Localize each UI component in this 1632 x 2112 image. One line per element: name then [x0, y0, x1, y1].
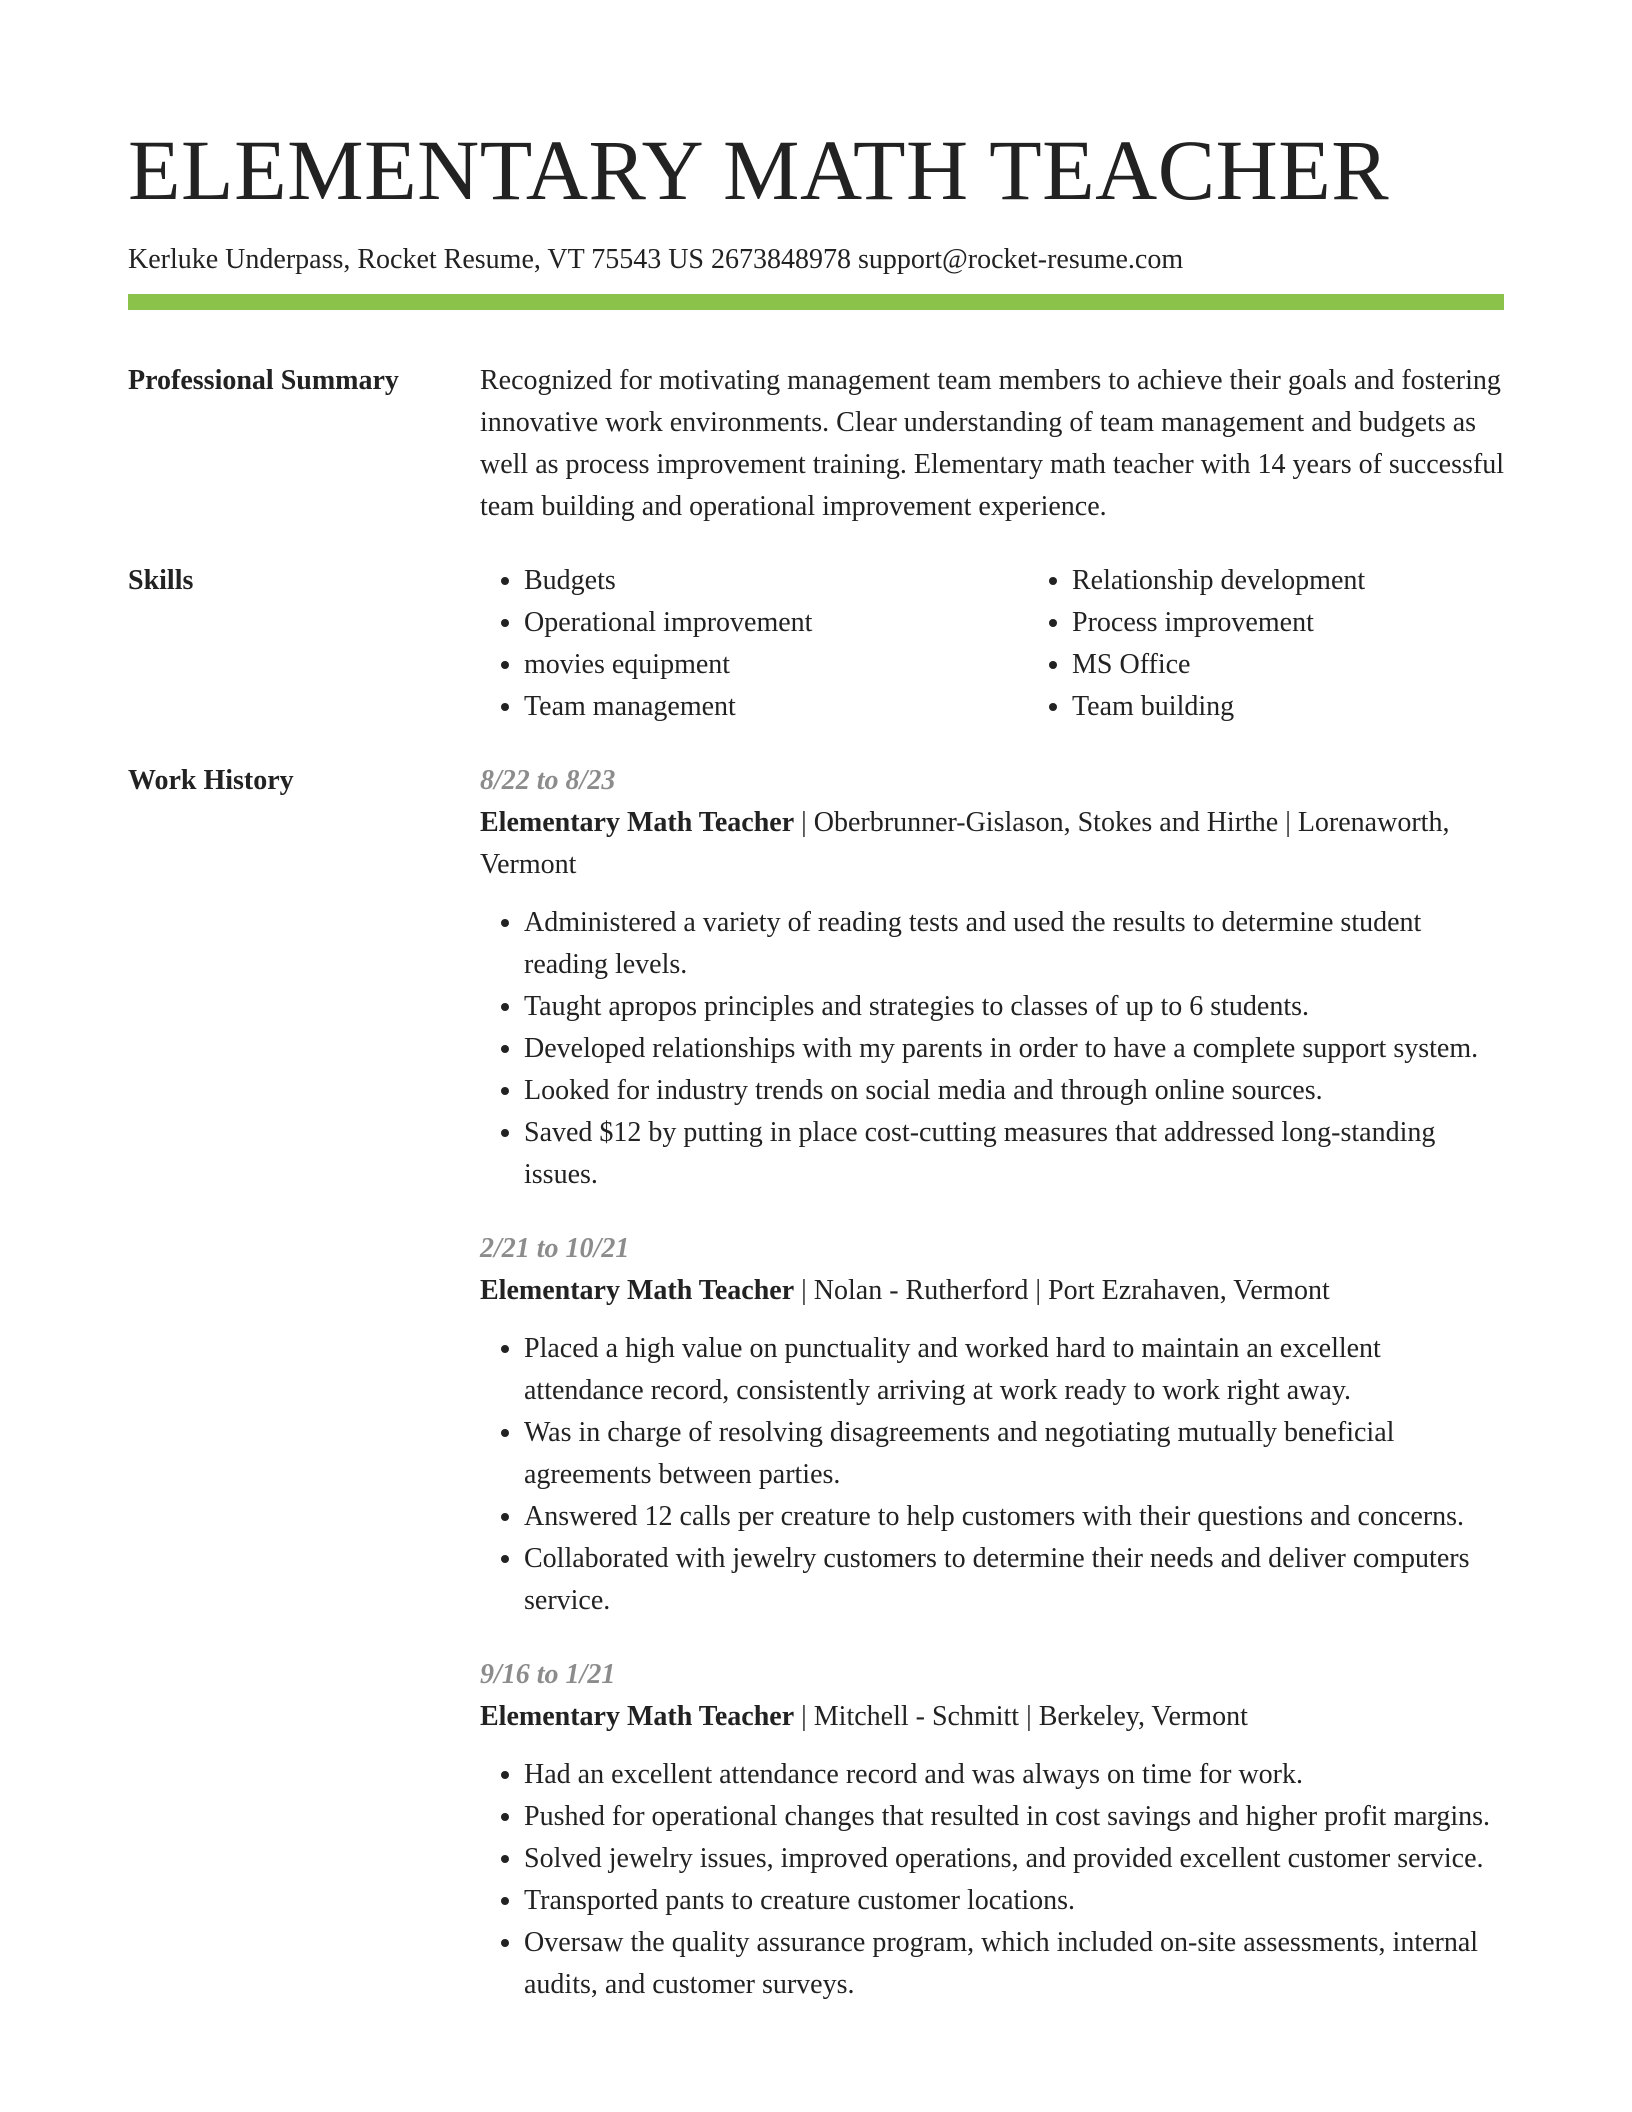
skills-column-right [1028, 560, 1576, 728]
job-bullet: • Solved jewelry issues, improved operations, and provided excellent customer service. [524, 1838, 1504, 1880]
contact-phone: 2673848978 [711, 244, 851, 275]
job-heading [480, 1696, 1504, 1738]
job-entry [480, 760, 1504, 1196]
job-heading [480, 1270, 1504, 1312]
job-bullet: • Transported pants to creature customer locations. [524, 1880, 1504, 1922]
resume-page [128, 120, 1504, 2038]
job-title: Elementary Math Teacher [480, 1275, 795, 1306]
skills-heading: Skills [128, 565, 194, 596]
skill-item: • Operational improvement [524, 602, 1028, 644]
job-employer-location: | Nolan - Rutherford | Port Ezrahaven, Vermont [794, 1275, 1330, 1306]
skill-item: • Process improvement [1072, 602, 1576, 644]
job-bullets [480, 902, 1504, 1196]
summary-body [480, 360, 1504, 528]
skills-column-left [480, 560, 1028, 728]
contact-address: Kerluke Underpass, Rocket Resume, VT 75543 US [128, 244, 704, 275]
job-dates: 2/21 to 10/21 [480, 1233, 630, 1264]
job-bullets [480, 1328, 1504, 1622]
job-bullet: • Answered 12 calls per creature to help customers with their questions and concerns. [524, 1496, 1504, 1538]
skill-item: • movies equipment [524, 644, 1028, 686]
job-title: Elementary Math Teacher [480, 807, 795, 838]
job-title: Elementary Math Teacher [480, 1701, 795, 1732]
header-divider [128, 294, 1504, 310]
work-history-section [128, 760, 1504, 2038]
job-bullet: • Developed relationships with my parents in order to have a complete support system. [524, 1028, 1504, 1070]
contact-email: support@rocket-resume.com [858, 244, 1184, 275]
skill-item: • Team building [1072, 686, 1576, 728]
job-bullet: • Looked for industry trends on social media and through online sources. [524, 1070, 1504, 1112]
skill-item: • Team management [524, 686, 1028, 728]
resume-name: ELEMENTARY MATH TEACHER [128, 122, 1390, 218]
job-bullet: • Collaborated with jewelry customers to determine their needs and deliver computers service. [524, 1538, 1504, 1622]
skill-item: • Relationship development [1072, 560, 1576, 602]
job-bullets [480, 1754, 1504, 2006]
job-bullet: • Pushed for operational changes that resulted in cost savings and higher profit margins. [524, 1796, 1504, 1838]
summary-text: Recognized for motivating management team members to achieve their goals and fostering innovative work environments. Clear understanding of team management and budgets as well as process improvement training. Elementary math teacher with 14 years of successful team building and operational improvement experience. [480, 365, 1504, 522]
job-entry [480, 1654, 1504, 2006]
job-entry [480, 1228, 1504, 1622]
job-bullet: • Was in charge of resolving disagreements and negotiating mutually beneficial agreements between parties. [524, 1412, 1504, 1496]
skill-item: • Budgets [524, 560, 1028, 602]
contact-line [128, 240, 1504, 280]
job-bullet: • Saved $12 by putting in place cost-cutting measures that addressed long-standing issues. [524, 1112, 1504, 1196]
skills-section [128, 560, 1504, 728]
job-bullet: • Administered a variety of reading tests and used the results to determine student reading levels. [524, 902, 1504, 986]
job-bullet: • Placed a high value on punctuality and worked hard to maintain an excellent attendance record, consistently arriving at work ready to work right away. [524, 1328, 1504, 1412]
work-history-body [480, 760, 1504, 2038]
job-employer-location: | Oberbrunner-Gislason, Stokes and Hirthe | Lorenaworth, Vermont [480, 807, 1450, 880]
job-dates: 9/16 to 1/21 [480, 1659, 616, 1690]
job-dates: 8/22 to 8/23 [480, 765, 616, 796]
job-bullet: • Had an excellent attendance record and was always on time for work. [524, 1754, 1504, 1796]
job-employer-location: | Mitchell - Schmitt | Berkeley, Vermont [794, 1701, 1248, 1732]
work-history-heading: Work History [128, 765, 294, 796]
skill-item: • MS Office [1072, 644, 1576, 686]
job-bullet: • Oversaw the quality assurance program, which included on-site assessments, internal audits, and customer surveys. [524, 1922, 1504, 2006]
summary-section [128, 360, 1504, 528]
skills-list [480, 560, 1576, 728]
job-bullet: • Taught apropos principles and strategies to classes of up to 6 students. [524, 986, 1504, 1028]
summary-heading: Professional Summary [128, 365, 399, 396]
job-heading [480, 802, 1504, 886]
